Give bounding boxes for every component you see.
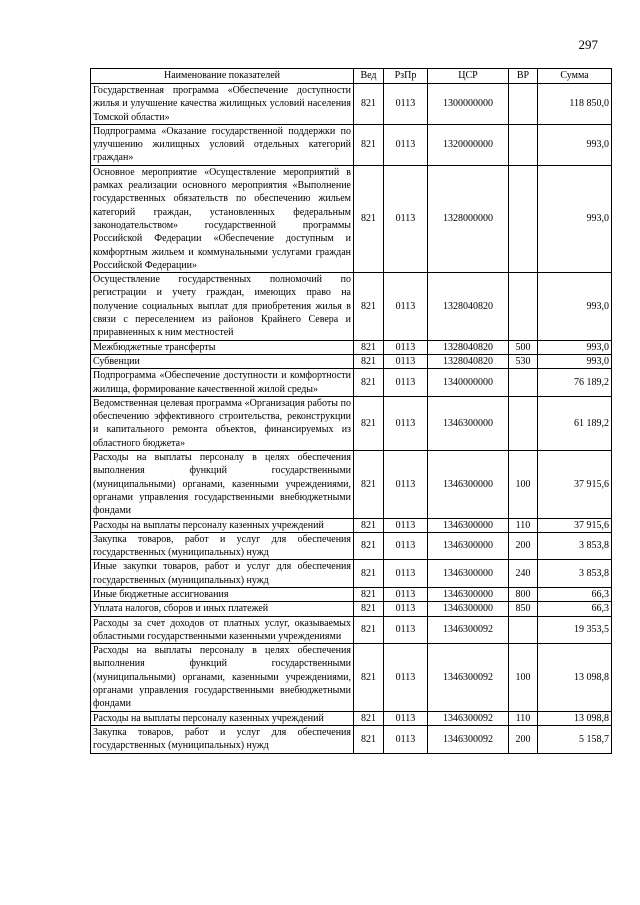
cell-rzpr: 0113 (384, 560, 428, 588)
cell-name: Ведомственная целевая программа «Организация работы по обеспечению эффективного строительства, реконструкции и капитального ремонта объектов, финансируемых из областного бюджета» (91, 396, 354, 450)
table-row (91, 616, 612, 644)
table-header-row (91, 69, 612, 84)
cell-vr (509, 165, 538, 272)
cell-name: Расходы за счет доходов от платных услуг, оказываемых областными государственными казенными учреждениями (91, 616, 354, 644)
cell-sum: 19 353,5 (538, 616, 612, 644)
cell-vr (509, 124, 538, 165)
table-row (91, 124, 612, 165)
cell-rzpr: 0113 (384, 532, 428, 560)
cell-csr: 1328040820 (428, 273, 509, 340)
table-row (91, 273, 612, 340)
table-row (91, 560, 612, 588)
cell-vr: 200 (509, 725, 538, 753)
header-name: Наименование показателей (91, 69, 354, 84)
cell-sum: 37 915,6 (538, 518, 612, 532)
table-row (91, 451, 612, 518)
table-row (91, 725, 612, 753)
cell-vr (509, 84, 538, 125)
cell-csr: 1346300000 (428, 451, 509, 518)
cell-name: Закупка товаров, работ и услуг для обеспечения государственных (муниципальных) нужд (91, 532, 354, 560)
cell-name: Межбюджетные трансферты (91, 340, 354, 354)
cell-csr: 1346300000 (428, 602, 509, 616)
cell-ved: 821 (354, 725, 384, 753)
cell-rzpr: 0113 (384, 165, 428, 272)
cell-name: Государственная программа «Обеспечение доступности жилья и улучшение качества жилищных условий населения Томской области» (91, 84, 354, 125)
cell-rzpr: 0113 (384, 451, 428, 518)
header-vr: ВР (509, 69, 538, 84)
cell-rzpr: 0113 (384, 369, 428, 397)
cell-ved: 821 (354, 369, 384, 397)
cell-ved: 821 (354, 644, 384, 711)
header-csr: ЦСР (428, 69, 509, 84)
cell-csr: 1328040820 (428, 354, 509, 368)
cell-vr (509, 616, 538, 644)
cell-csr: 1346300092 (428, 616, 509, 644)
cell-sum: 993,0 (538, 273, 612, 340)
cell-csr: 1340000000 (428, 369, 509, 397)
cell-vr: 530 (509, 354, 538, 368)
cell-vr: 110 (509, 518, 538, 532)
cell-name: Иные закупки товаров, работ и услуг для обеспечения государственных (муниципальных) нужд (91, 560, 354, 588)
cell-csr: 1346300000 (428, 518, 509, 532)
cell-csr: 1346300000 (428, 560, 509, 588)
cell-csr: 1346300000 (428, 587, 509, 601)
cell-sum: 993,0 (538, 340, 612, 354)
cell-csr: 1320000000 (428, 124, 509, 165)
cell-rzpr: 0113 (384, 602, 428, 616)
cell-ved: 821 (354, 711, 384, 725)
cell-rzpr: 0113 (384, 518, 428, 532)
cell-ved: 821 (354, 340, 384, 354)
cell-vr: 240 (509, 560, 538, 588)
cell-sum: 5 158,7 (538, 725, 612, 753)
cell-sum: 61 189,2 (538, 396, 612, 450)
cell-ved: 821 (354, 396, 384, 450)
cell-name: Расходы на выплаты персоналу в целях обеспечения выполнения функций государственными (муниципальными) органами, казенными учреждениями, органами управления государственными внебюджетными фондами (91, 451, 354, 518)
header-sum: Сумма (538, 69, 612, 84)
cell-sum: 993,0 (538, 165, 612, 272)
cell-ved: 821 (354, 602, 384, 616)
header-ved: Вед (354, 69, 384, 84)
cell-vr: 110 (509, 711, 538, 725)
cell-ved: 821 (354, 560, 384, 588)
header-rzpr: РзПр (384, 69, 428, 84)
cell-sum: 13 098,8 (538, 711, 612, 725)
cell-rzpr: 0113 (384, 725, 428, 753)
budget-table (90, 68, 612, 754)
table-body (91, 84, 612, 754)
cell-rzpr: 0113 (384, 273, 428, 340)
cell-name: Субвенции (91, 354, 354, 368)
cell-rzpr: 0113 (384, 354, 428, 368)
cell-csr: 1346300092 (428, 644, 509, 711)
cell-vr (509, 396, 538, 450)
cell-csr: 1328000000 (428, 165, 509, 272)
cell-ved: 821 (354, 451, 384, 518)
table-row (91, 396, 612, 450)
cell-sum: 37 915,6 (538, 451, 612, 518)
cell-name: Расходы на выплаты персоналу казенных учреждений (91, 711, 354, 725)
cell-name: Уплата налогов, сборов и иных платежей (91, 602, 354, 616)
table-row (91, 354, 612, 368)
cell-ved: 821 (354, 124, 384, 165)
cell-vr: 800 (509, 587, 538, 601)
cell-name: Закупка товаров, работ и услуг для обеспечения государственных (муниципальных) нужд (91, 725, 354, 753)
cell-sum: 118 850,0 (538, 84, 612, 125)
table-row (91, 340, 612, 354)
cell-name: Расходы на выплаты персоналу казенных учреждений (91, 518, 354, 532)
table-row (91, 602, 612, 616)
cell-rzpr: 0113 (384, 711, 428, 725)
cell-sum: 3 853,8 (538, 560, 612, 588)
cell-name: Иные бюджетные ассигнования (91, 587, 354, 601)
cell-csr: 1328040820 (428, 340, 509, 354)
cell-vr: 500 (509, 340, 538, 354)
cell-sum: 3 853,8 (538, 532, 612, 560)
cell-ved: 821 (354, 616, 384, 644)
cell-rzpr: 0113 (384, 396, 428, 450)
table-row (91, 711, 612, 725)
cell-csr: 1300000000 (428, 84, 509, 125)
cell-csr: 1346300092 (428, 725, 509, 753)
cell-csr: 1346300000 (428, 396, 509, 450)
cell-sum: 13 098,8 (538, 644, 612, 711)
cell-name: Подпрограмма «Обеспечение доступности и комфортности жилища, формирование качественной жилой среды» (91, 369, 354, 397)
cell-ved: 821 (354, 165, 384, 272)
cell-rzpr: 0113 (384, 616, 428, 644)
cell-sum: 76 189,2 (538, 369, 612, 397)
cell-name: Расходы на выплаты персоналу в целях обеспечения выполнения функций государственными (муниципальными) органами, казенными учреждениями, органами управления государственными внебюджетными фондами (91, 644, 354, 711)
table-row (91, 518, 612, 532)
cell-ved: 821 (354, 354, 384, 368)
cell-sum: 66,3 (538, 602, 612, 616)
table-row (91, 587, 612, 601)
cell-vr: 200 (509, 532, 538, 560)
cell-vr (509, 273, 538, 340)
table-row (91, 532, 612, 560)
cell-ved: 821 (354, 587, 384, 601)
cell-ved: 821 (354, 273, 384, 340)
cell-rzpr: 0113 (384, 340, 428, 354)
cell-vr: 100 (509, 644, 538, 711)
cell-vr: 100 (509, 451, 538, 518)
cell-ved: 821 (354, 518, 384, 532)
table-row (91, 84, 612, 125)
table-row (91, 644, 612, 711)
cell-rzpr: 0113 (384, 587, 428, 601)
cell-ved: 821 (354, 532, 384, 560)
cell-rzpr: 0113 (384, 124, 428, 165)
cell-vr (509, 369, 538, 397)
cell-rzpr: 0113 (384, 84, 428, 125)
cell-csr: 1346300000 (428, 532, 509, 560)
page-number: 297 (578, 37, 598, 52)
cell-sum: 993,0 (538, 354, 612, 368)
cell-sum: 993,0 (538, 124, 612, 165)
table-row (91, 165, 612, 272)
cell-rzpr: 0113 (384, 644, 428, 711)
table-row (91, 369, 612, 397)
cell-name: Осуществление государственных полномочий по регистрации и учету граждан, имеющих право на получение социальных выплат для приобретения жилья в связи с переселением из районов Крайнего Севера и приравненных к ним местностей (91, 273, 354, 340)
cell-name: Основное мероприятие «Осуществление мероприятий в рамках реализации основного мероприятия «Выполнение государственных обязательств по обеспечению жильем категорий граждан, установленных федеральным законодательством» государственной программы Российской Федерации «Обеспечение доступным и комфортным жильем и коммунальными услугами граждан Российской Федерации» (91, 165, 354, 272)
cell-sum: 66,3 (538, 587, 612, 601)
cell-vr: 850 (509, 602, 538, 616)
cell-csr: 1346300092 (428, 711, 509, 725)
cell-ved: 821 (354, 84, 384, 125)
cell-name: Подпрограмма «Оказание государственной поддержки по улучшению жилищных условий отдельных категорий граждан» (91, 124, 354, 165)
